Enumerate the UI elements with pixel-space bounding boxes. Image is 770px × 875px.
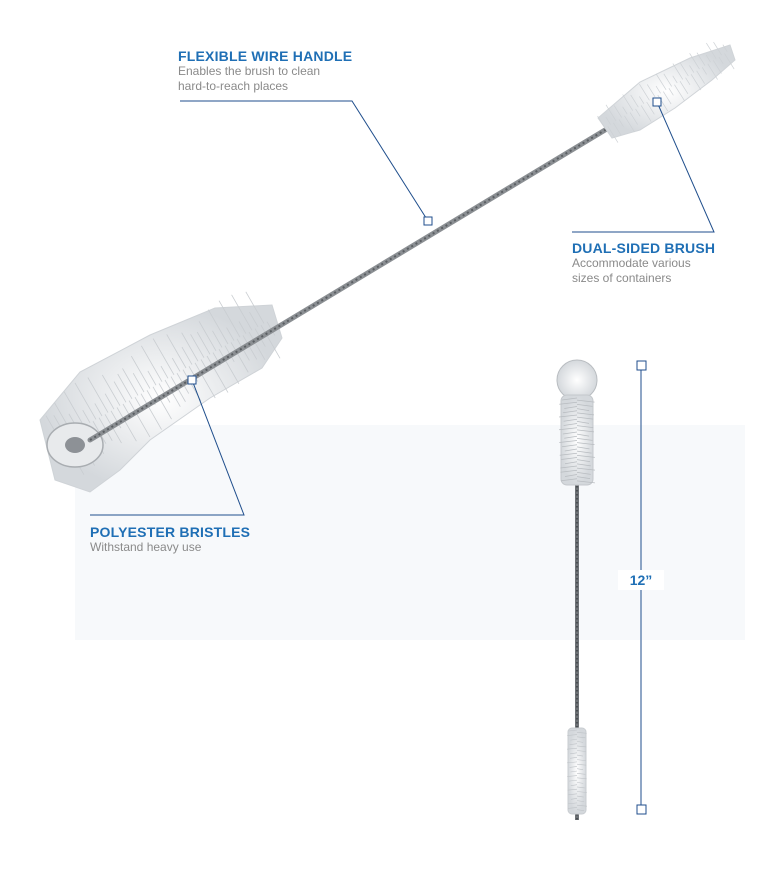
vertical-large-head <box>557 360 597 485</box>
brush-tip <box>65 437 85 453</box>
dimension-top-marker <box>637 361 646 370</box>
length-dimension-label: 12” <box>618 570 664 590</box>
callout-description-line: hard-to-reach places <box>178 79 289 93</box>
dual-marker <box>653 98 661 106</box>
dimension-bottom-marker <box>637 805 646 814</box>
callout-description-line: Enables the brush to clean <box>178 64 321 78</box>
large-brush-head <box>40 292 282 492</box>
callout-description-line: Withstand heavy use <box>90 540 202 554</box>
vertical-small-head <box>567 728 587 814</box>
callout-description-line: sizes of containers <box>572 271 672 285</box>
callout-polyester-bristles <box>90 524 250 555</box>
handle-leader-line <box>180 101 428 221</box>
callout-title: FLEXIBLE WIRE HANDLE <box>178 48 353 64</box>
callout-dual-sided-brush <box>572 240 715 286</box>
handle-marker <box>424 217 432 225</box>
callout-flexible-wire-handle <box>178 48 352 94</box>
small-brush-head <box>598 42 735 142</box>
poly-marker <box>188 376 196 384</box>
callout-title: POLYESTER BRISTLES <box>90 524 251 540</box>
callout-description-line: Accommodate various <box>572 256 691 270</box>
callout-title: DUAL-SIDED BRUSH <box>572 240 716 256</box>
vertical-brush <box>557 360 597 820</box>
